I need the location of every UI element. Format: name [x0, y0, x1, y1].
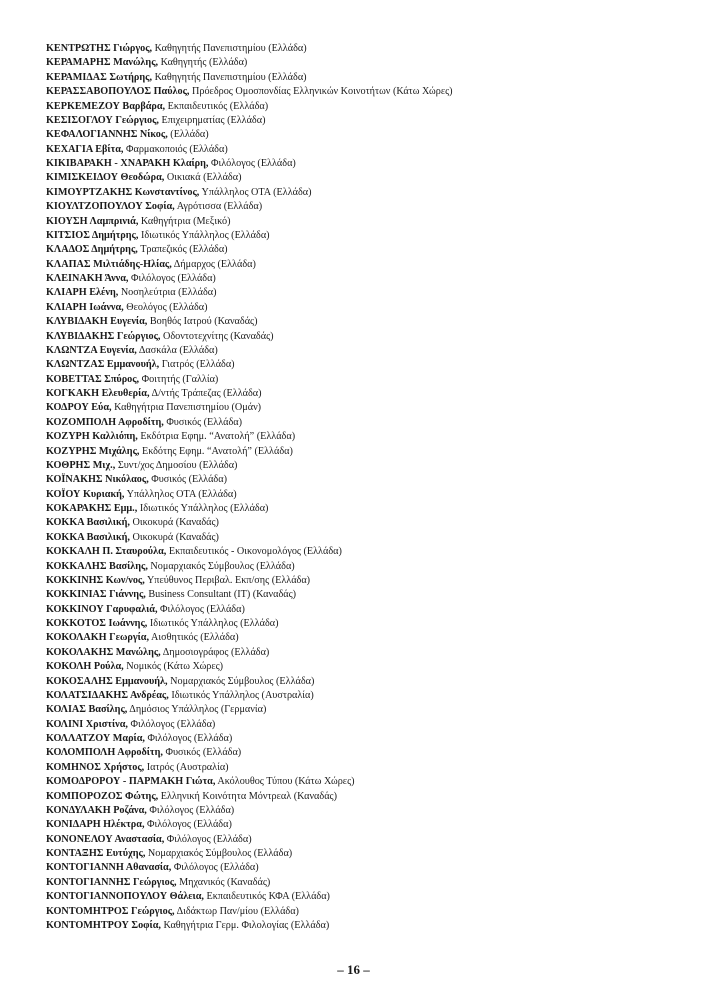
list-item: [46, 373, 453, 387]
entry-name: ΚΛΑΠΑΣ Μιλτιάδης-Ηλίας,: [46, 258, 172, 270]
list-item: [46, 545, 453, 559]
entry-description: Καθηγητής (Ελλάδα): [160, 57, 248, 69]
list-item: [46, 516, 453, 530]
entry-name: ΚΟΖΟΜΠΟΛΗ Αφροδίτη,: [46, 416, 164, 428]
entry-name: ΚΟΜΟΔΡΟΡΟΥ - ΠΑΡΜΑΚΗ Γιώτα,: [46, 776, 216, 788]
entry-description: Νομικός (Κάτω Χώρες): [126, 661, 224, 673]
entry-description: Νοσηλεύτρια (Ελλάδα): [120, 287, 217, 299]
entry-name: ΚΟΪΝΑΚΗΣ Νικόλαος,: [46, 474, 149, 486]
entry-name: ΚΛΥΒΙΔΑΚΗΣ Γεώργιος,: [46, 330, 161, 342]
entry-description: Δήμαρχος (Ελλάδα): [173, 258, 256, 270]
entry-description: Φιλόλογος (Ελλάδα): [147, 819, 232, 831]
entry-name: ΚΟΚΟΛΑΚΗΣ Μανώλης,: [46, 646, 161, 658]
entry-name: ΚΛΥΒΙΔΑΚΗ Ευγενία,: [46, 316, 148, 328]
entry-description: Βοηθός Ιατρού (Καναδάς): [149, 316, 258, 328]
list-item: [46, 746, 453, 760]
entry-description: Επιχειρηματίας (Ελλάδα): [161, 114, 266, 126]
entry-name: ΚΟΛΙΑΣ Βασίλης,: [46, 704, 128, 716]
list-item: [46, 344, 453, 358]
entry-name: ΚΛΩΝΤΖΑ Ευγενία,: [46, 344, 137, 356]
entry-description: Οδοντοτεχνίτης (Καναδάς): [162, 330, 274, 342]
list-item: [46, 919, 453, 933]
entry-description: Δ/ντής Τράπεζας (Ελλάδα): [151, 388, 262, 399]
entry-description: Διδάκτωρ Παν/μίου (Ελλάδα): [176, 905, 299, 917]
list-item: [46, 603, 453, 617]
entry-name: ΚΟΝΙΔΑΡΗ Ηλέκτρα,: [46, 819, 145, 831]
entry-description: Φιλόλογος (Ελλάδα): [130, 718, 216, 730]
entry-name: ΚΟΚΚΑΛΗ Π. Σταυρούλα,: [46, 546, 167, 558]
entry-description: Φυσικός (Ελλάδα): [165, 747, 242, 759]
entry-description: Νομαρχιακός Σύμβουλος (Ελλάδα): [170, 675, 315, 687]
entry-description: Φιλόλογος (Ελλάδα): [147, 733, 233, 744]
entry-description: Δασκάλα (Ελλάδα): [138, 344, 218, 356]
list-item: [46, 128, 453, 142]
entry-name: ΚΟΚΚΟΤΟΣ Ιωάννης,: [46, 618, 148, 629]
entry-name: ΚΟΚΟΣΑΛΗΣ Εμμανουήλ,: [46, 675, 168, 687]
entry-name: ΚΟΚΚΙΝΗΣ Κων/νος,: [46, 574, 145, 586]
entry-description: Ιατρός (Αυστραλία): [146, 761, 229, 773]
entry-name: ΚΛΩΝΤΖΑΣ Εμμανουήλ,: [46, 359, 160, 371]
name-list: [46, 42, 453, 933]
entry-description: Υπάλληλος ΟΤΑ (Ελλάδα): [201, 186, 312, 198]
entry-name: ΚΙΟΥΣΗ Λαμπρινιά,: [46, 215, 139, 227]
entry-description: Τραπεζικός (Ελλάδα): [140, 244, 228, 256]
entry-description: Αισθητικός (Ελλάδα): [151, 632, 239, 644]
list-item: [46, 215, 453, 229]
entry-description: Business Consultant (IT) (Καναδάς): [148, 589, 297, 601]
entry-name: ΚΟΔΡΟΥ Εύα,: [46, 402, 112, 414]
list-item: [46, 761, 453, 775]
list-item: [46, 171, 453, 185]
entry-name: ΚΟΜΠΟΡΟΖΟΣ Φώτης,: [46, 790, 159, 802]
entry-description: Νομαρχιακός Σύμβουλος (Ελλάδα): [147, 848, 293, 859]
list-item: [46, 358, 453, 372]
list-item: [46, 200, 453, 214]
list-item: [46, 646, 453, 660]
entry-description: Οικοκυρά (Καναδάς): [132, 531, 219, 543]
list-item: [46, 502, 453, 516]
entry-description: Φιλόλογος (Ελλάδα): [160, 603, 245, 615]
list-item: [46, 531, 453, 545]
entry-name: ΚΟΝΤΑΞΗΣ Ευτύχης,: [46, 848, 146, 859]
entry-name: ΚΛΕΙΝΑΚΗ Άννα,: [46, 273, 129, 284]
list-item: [46, 286, 453, 300]
list-item: [46, 804, 453, 818]
list-item: [46, 143, 453, 157]
entry-name: ΚΕΦΑΛΟΓΙΑΝΝΗΣ Νίκος,: [46, 129, 168, 141]
entry-name: ΚΟΖΥΡΗ Καλλιόπη,: [46, 431, 138, 443]
entry-name: ΚΟΪΟΥ Κυριακή,: [46, 488, 125, 500]
list-item: [46, 905, 453, 919]
list-item: [46, 488, 453, 502]
entry-name: ΚΟΝΤΟΓΙΑΝΝΗΣ Γεώργιος,: [46, 876, 177, 888]
entry-description: Ακόλουθος Τύπου (Κάτω Χώρες): [217, 776, 355, 788]
list-item: [46, 775, 453, 789]
entry-name: ΚΟΜΗΝΟΣ Χρήστος,: [46, 761, 145, 773]
entry-description: Φυσικός (Ελλάδα): [166, 416, 243, 428]
list-item: [46, 847, 453, 861]
list-item: [46, 229, 453, 243]
list-item: [46, 689, 453, 703]
entry-name: ΚΟΚΚΑ Βασιλική,: [46, 517, 130, 529]
list-item: [46, 100, 453, 114]
entry-name: ΚΙΟΥΛΤΖΟΠΟΥΛΟΥ Σοφία,: [46, 201, 175, 213]
entry-description: Εκπαιδευτικός - Οικονομολόγος (Ελλάδα): [168, 546, 342, 558]
entry-name: ΚΕΡΑΜΙΔΑΣ Σωτήρης,: [46, 71, 153, 83]
entry-name: ΚΟΚΟΛΑΚΗ Γεωργία,: [46, 632, 150, 644]
entry-description: Φιλόλογος (Ελλάδα): [149, 804, 235, 816]
list-item: [46, 718, 453, 732]
entry-description: Εκπαιδευτικός (Ελλάδα): [167, 100, 269, 112]
entry-description: Υπεύθυνος Περιβαλ. Εκπ/σης (Ελλάδα): [146, 574, 311, 586]
entry-name: ΚΟΚΟΛΗ Ρούλα,: [46, 661, 124, 673]
list-item: [46, 157, 453, 171]
entry-description: Ιδιωτικός Υπάλληλος (Ελλάδα): [140, 229, 270, 241]
entry-name: ΚΟΚΚΙΝΟΥ Γαρυφαλιά,: [46, 603, 158, 615]
entry-name: ΚΟΛΑΤΣΙΔΑΚΗΣ Ανδρέας,: [46, 689, 169, 701]
list-item: [46, 71, 453, 85]
entry-description: Ιδιωτικός Υπάλληλος (Αυστραλία): [171, 689, 314, 701]
entry-name: ΚΙΤΣΙΟΣ Δημήτρης,: [46, 229, 139, 241]
list-item: [46, 272, 453, 286]
entry-name: ΚΕΡΑΣΣΑΒΟΠΟΥΛΟΣ Παύλος,: [46, 86, 190, 98]
list-item: [46, 473, 453, 487]
entry-description: Αγρότισσα (Ελλάδα): [176, 201, 263, 213]
list-item: [46, 401, 453, 415]
entry-name: ΚΛΙΑΡΗ Ελένη,: [46, 287, 119, 299]
list-item: [46, 617, 453, 631]
list-item: [46, 445, 453, 459]
entry-name: ΚΛΑΔΟΣ Δημήτρης,: [46, 244, 138, 256]
entry-name: ΚΕΡΚΕΜΕΖΟΥ Βαρβάρα,: [46, 100, 166, 112]
list-item: [46, 186, 453, 200]
entry-description: Θεολόγος (Ελλάδα): [126, 301, 208, 313]
entry-description: Ιδιωτικός Υπάλληλος (Ελλάδα): [149, 618, 279, 629]
page-number: – 16 –: [337, 962, 370, 977]
entry-name: ΚΟΚΚΙΝΙΑΣ Γιάννης,: [46, 589, 146, 601]
entry-description: Φιλόλογος (Ελλάδα): [211, 158, 296, 169]
entry-description: Ελληνική Κοινότητα Μόντρεαλ (Καναδάς): [160, 790, 337, 802]
entry-name: ΚΟΝΟΝΕΛΟΥ Αναστασία,: [46, 833, 165, 845]
list-item: [46, 631, 453, 645]
entry-name: ΚΟΖΥΡΗΣ Μιχάλης,: [46, 445, 140, 457]
list-item: [46, 833, 453, 847]
entry-name: ΚΕΡΑΜΑΡΗΣ Μανώλης,: [46, 57, 159, 69]
entry-description: Φιλόλογος (Ελλάδα): [166, 833, 252, 845]
entry-description: Συντ/χος Δημοσίου (Ελλάδα): [117, 459, 238, 471]
entry-name: ΚΙΜΙΣΚΕΙΔΟΥ Θεοδώρα,: [46, 172, 165, 184]
entry-name: ΚΛΙΑΡΗ Ιωάννα,: [46, 301, 124, 313]
entry-description: Πρόεδρος Ομοσπονδίας Ελληνικών Κοινοτήτων (Κάτω Χώρες): [192, 86, 453, 98]
entry-description: Δημοσιογράφος (Ελλάδα): [162, 646, 270, 658]
list-item: [46, 258, 453, 272]
list-item: [46, 890, 453, 904]
entry-name: ΚΟΓΚΑΚΗ Ελευθερία,: [46, 388, 150, 399]
list-item: [46, 330, 453, 344]
entry-name: ΚΕΧΑΓΙΑ Εβίτα,: [46, 143, 124, 155]
entry-name: ΚΟΛΙΝΙ Χριστίνα,: [46, 718, 128, 730]
entry-name: ΚΟΘΡΗΣ Μιχ.,: [46, 459, 116, 471]
entry-description: Εκπαιδευτικός ΚΦΑ (Ελλάδα): [206, 891, 330, 903]
list-item: [46, 243, 453, 257]
entry-name: ΚΕΝΤΡΩΤΗΣ Γιώργος,: [46, 43, 153, 54]
entry-name: ΚΟΝΔΥΛΑΚΗ Ροζάνα,: [46, 804, 147, 816]
entry-description: Γιατρός (Ελλάδα): [161, 359, 235, 371]
entry-description: Καθηγήτρια (Μεξικό): [140, 215, 231, 227]
entry-description: Νομαρχιακός Σύμβουλος (Ελλάδα): [150, 560, 295, 572]
list-item: [46, 114, 453, 128]
entry-description: Φαρμακοποιός (Ελλάδα): [126, 143, 228, 155]
entry-description: Καθηγητής Πανεπιστημίου (Ελλάδα): [154, 43, 307, 54]
entry-name: ΚΟΝΤΟΜΗΤΡΟΣ Γεώργιος,: [46, 905, 175, 917]
entry-description: Καθηγήτρια Γερμ. Φιλολογίας (Ελλάδα): [163, 919, 330, 931]
entry-description: Φυσικός (Ελλάδα): [151, 474, 227, 486]
entry-name: ΚΟΝΤΟΜΗΤΡΟΥ Σοφία,: [46, 919, 161, 931]
entry-description: Οικοκυρά (Καναδάς): [132, 517, 219, 529]
entry-description: Εκδότρια Εφημ. “Ανατολή” (Ελλάδα): [140, 431, 296, 443]
list-item: [46, 301, 453, 315]
list-item: [46, 861, 453, 875]
entry-description: Εκδότης Εφημ. “Ανατολή” (Ελλάδα): [141, 445, 293, 457]
entry-description: Ιδιωτικός Υπάλληλος (Ελλάδα): [139, 503, 269, 514]
entry-name: ΚΟΝΤΟΓΙΑΝΝΟΠΟΥΛΟΥ Θάλεια,: [46, 891, 204, 903]
entry-name: ΚΟΝΤΟΓΙΑΝΝΗ Αθανασία,: [46, 862, 172, 874]
list-item: [46, 574, 453, 588]
entry-name: ΚΕΣΙΣΟΓΛΟΥ Γεώργιος,: [46, 114, 159, 126]
list-item: [46, 703, 453, 717]
entry-description: Καθηγητής Πανεπιστημίου (Ελλάδα): [154, 71, 307, 83]
list-item: [46, 588, 453, 602]
entry-description: Μηχανικός (Καναδάς): [179, 876, 271, 888]
list-item: [46, 416, 453, 430]
list-item: [46, 660, 453, 674]
entry-description: Δημόσιος Υπάλληλος (Γερμανία): [129, 704, 267, 716]
entry-description: Φιλόλογος (Ελλάδα): [173, 862, 259, 874]
entry-description: Φοιτητής (Γαλλία): [141, 373, 219, 385]
list-item: [46, 387, 453, 401]
list-item: [46, 459, 453, 473]
entry-name: ΚΙΜΟΥΡΤΖΑΚΗΣ Κωνσταντίνος,: [46, 186, 200, 198]
entry-name: ΚΟΚΑΡΑΚΗΣ Εμμ.,: [46, 503, 138, 514]
entry-description: Οικιακά (Ελλάδα): [166, 172, 242, 184]
list-item: [46, 315, 453, 329]
entry-name: ΚΟΛΛΑΤΖΟΥ Μαρία,: [46, 733, 145, 744]
list-item: [46, 85, 453, 99]
list-item: [46, 818, 453, 832]
entry-name: ΚΟΚΚΑ Βασιλική,: [46, 531, 130, 543]
entry-description: Φιλόλογος (Ελλάδα): [131, 273, 216, 284]
entry-description: (Ελλάδα): [170, 129, 209, 141]
list-item: [46, 430, 453, 444]
list-item: [46, 56, 453, 70]
entry-name: ΚΟΛΟΜΠΟΛΗ Αφροδίτη,: [46, 747, 163, 759]
list-item: [46, 790, 453, 804]
entry-description: Καθηγήτρια Πανεπιστημίου (Ομάν): [114, 402, 262, 414]
list-item: [46, 732, 453, 746]
entry-name: ΚΟΚΚΑΛΗΣ Βασίλης,: [46, 560, 148, 572]
list-item: [46, 42, 453, 56]
entry-description: Υπάλληλος ΟΤΑ (Ελλάδα): [126, 488, 237, 500]
list-item: [46, 560, 453, 574]
list-item: [46, 876, 453, 890]
list-item: [46, 675, 453, 689]
entry-name: ΚΙΚΙΒΑΡΑΚΗ - ΧΝΑΡΑΚΗ Κλαίρη,: [46, 158, 209, 169]
entry-name: ΚΟΒΕΤΤΑΣ Σπύρος,: [46, 373, 140, 385]
